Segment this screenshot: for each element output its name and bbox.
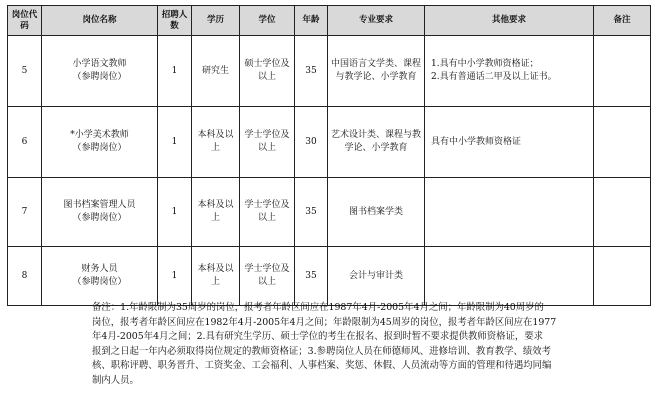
header-degree: 学位 (240, 6, 295, 36)
cell-major: 图书档案学类 (328, 178, 425, 247)
cell-name-type: （参聘岗位） (72, 143, 127, 153)
cell-code: 5 (8, 36, 42, 107)
cell-name-title: 财务人员 (81, 264, 118, 274)
cell-degree: 硕士学位及以上 (240, 36, 295, 107)
notes-line: 岗位，报考者年龄区间应在1982年4月-2005年4月之间；年龄限制为45周岁的岗位，报考者年龄区间应在1977 (92, 316, 557, 328)
cell-name-title: *小学美术教师 (70, 130, 129, 140)
cell-quota: 1 (158, 107, 192, 178)
cell-name (42, 247, 158, 306)
header-major: 专业要求 (328, 6, 425, 36)
cell-remarks (594, 247, 651, 306)
cell-age: 35 (295, 36, 328, 107)
remarks-notes (92, 301, 602, 389)
cell-name-type: （参聘岗位） (72, 277, 127, 287)
table-row (8, 178, 651, 247)
cell-name-title: 图书档案管理人员 (63, 200, 136, 210)
recruitment-table (7, 5, 651, 306)
cell-name-title: 小学语文教师 (72, 59, 127, 69)
header-code: 岗位代码 (8, 6, 42, 36)
table-row (8, 247, 651, 306)
cell-code: 8 (8, 247, 42, 306)
cell-quota: 1 (158, 36, 192, 107)
notes-line: 年4月-2005年4月之间；2.具有研究生学历、硕士学位的考生在报名、报到时暂不要求提供教师资格证，要求 (92, 331, 544, 343)
cell-code: 7 (8, 178, 42, 247)
cell-age: 35 (295, 247, 328, 306)
table-row (8, 36, 651, 107)
table-row (8, 107, 651, 178)
cell-education: 本科及以上 (192, 247, 240, 306)
header-quota: 招聘人数 (158, 6, 192, 36)
header-remarks: 备注 (594, 6, 651, 36)
table-header-row (8, 6, 651, 36)
cell-education: 本科及以上 (192, 107, 240, 178)
cell-name (42, 178, 158, 247)
cell-major: 艺术设计类、课程与教学论、小学教育 (328, 107, 425, 178)
cell-name (42, 36, 158, 107)
cell-education: 本科及以上 (192, 178, 240, 247)
cell-name-type: （参聘岗位） (72, 72, 127, 82)
notes-line: 备注：1.年龄限制为35周岁的岗位，报考者年龄区间应在1987年4月-2005年4月之间；年龄限制为40周岁的 (92, 302, 544, 313)
cell-education: 研究生 (192, 36, 240, 107)
cell-age: 35 (295, 178, 328, 247)
cell-other-line: 具有中小学教师资格证 (431, 136, 522, 147)
header-age: 年龄 (295, 6, 328, 36)
cell-age: 30 (295, 107, 328, 178)
cell-major: 会计与审计类 (328, 247, 425, 306)
header-education: 学历 (192, 6, 240, 36)
cell-other (425, 178, 594, 247)
notes-line: 报到之日起一年内必须取得岗位规定的教师资格证；3.参聘岗位人员在师德师风、进修培训、教育教学、绩效考 (92, 345, 551, 357)
notes-line: 制内人员。 (92, 374, 139, 386)
cell-code: 6 (8, 107, 42, 178)
cell-name (42, 107, 158, 178)
cell-major: 中国语言文学类、课程与教学论、小学教育 (328, 36, 425, 107)
recruitment-table-sheet (7, 5, 650, 306)
cell-quota: 1 (158, 247, 192, 306)
cell-degree: 学士学位及以上 (240, 247, 295, 306)
cell-remarks (594, 107, 651, 178)
cell-other-line: 1.具有中小学教师资格证； (431, 59, 539, 69)
cell-other-line: 2.具有普通话二甲及以上证书。 (431, 72, 557, 82)
cell-remarks (594, 36, 651, 107)
cell-other (425, 107, 594, 178)
cell-remarks (594, 178, 651, 247)
cell-degree: 学士学位及以上 (240, 178, 295, 247)
notes-line: 核、职称评聘、职务晋升、工资奖金、工会福利、人事档案、奖惩、休假、人员流动等方面的管理和待遇均同编 (92, 360, 552, 372)
cell-degree: 学士学位及以上 (240, 107, 295, 178)
header-other: 其他要求 (425, 6, 594, 36)
cell-other (425, 247, 594, 306)
cell-name-type: （参聘岗位） (72, 213, 127, 223)
header-name: 岗位名称 (42, 6, 158, 36)
cell-other (425, 36, 594, 107)
cell-quota: 1 (158, 178, 192, 247)
